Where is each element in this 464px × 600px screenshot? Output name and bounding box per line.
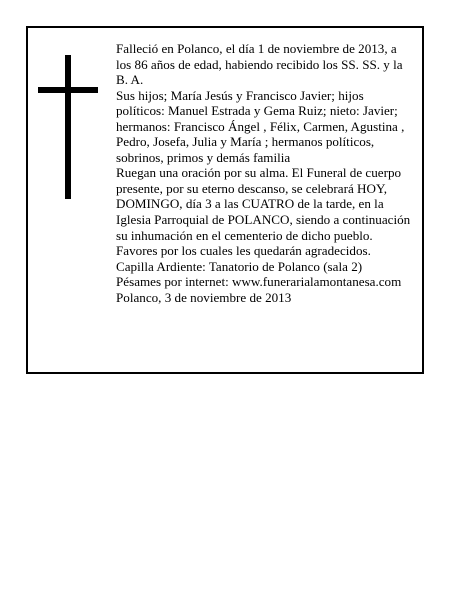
family-line-4: Pedro, Josefa, Julia y María ; hermanos políticos, [116, 134, 375, 150]
funeral-line-2: presente, por su eterno descanso, se celebrará HOY, [116, 180, 387, 196]
funeral-line-1: Ruegan una oración por su alma. El Funeral de cuerpo [116, 165, 402, 181]
condolences-line: Pésames por internet: www.funerarialamontanesa.com [116, 274, 402, 290]
funeral-line-3: DOMINGO, día 3 a las CUATRO de la tarde, en la [116, 196, 384, 212]
funeral-line-5: su inhumación en el cementerio de dicho pueblo. [116, 227, 373, 243]
obituary-text [116, 41, 421, 305]
obituary-notice [26, 26, 424, 374]
family-line-5: sobrinos, primos y demás familia [116, 149, 291, 165]
death-announcement-line-1: Falleció en Polanco, el día 1 de noviembre de 2013, a [116, 41, 397, 56]
death-announcement-line-2: los 86 años de edad, habiendo recibido los SS. SS. y la [116, 56, 403, 72]
death-announcement-line-3: B. A. [116, 72, 144, 88]
thanks-line: Favores por los cuales les quedarán agradecidos. [116, 243, 371, 259]
latin-cross-icon [38, 55, 98, 199]
family-line-1: Sus hijos; María Jesús y Francisco Javier; hijos [116, 87, 364, 103]
chapel-line: Capilla Ardiente: Tanatorio de Polanco (sala 2) [116, 258, 363, 274]
family-line-2: políticos: Manuel Estrada y Gema Ruiz; nieto: Javier; [116, 103, 398, 119]
place-date-line: Polanco, 3 de noviembre de 2013 [116, 289, 292, 305]
funeral-line-4: Iglesia Parroquial de POLANCO, siendo a continuación [116, 212, 411, 228]
family-line-3: hermanos: Francisco Ángel , Félix, Carmen, Agustina , [116, 118, 405, 134]
